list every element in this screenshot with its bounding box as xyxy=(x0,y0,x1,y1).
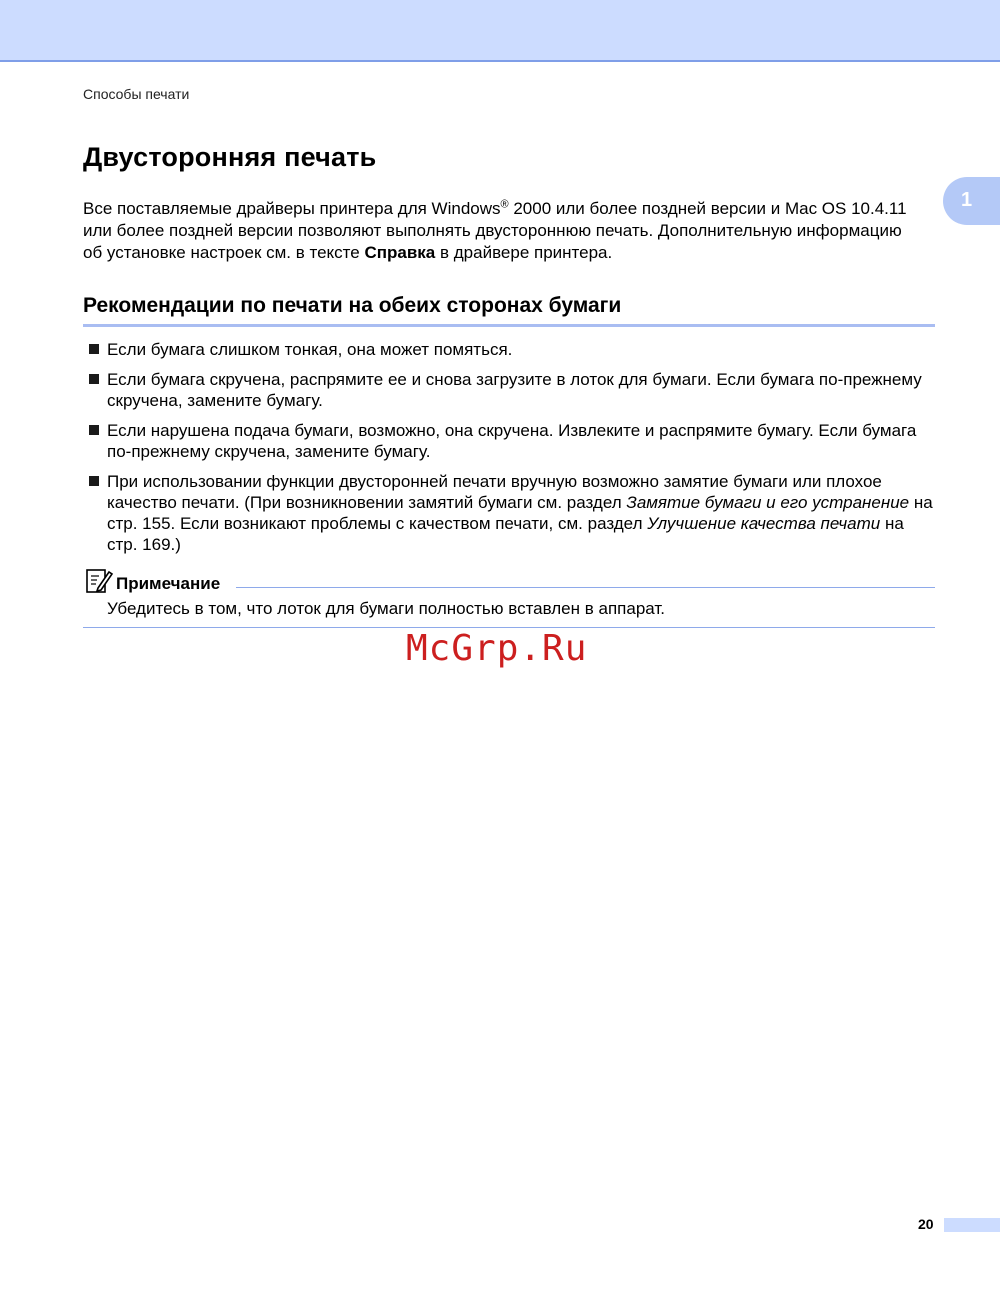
list-item xyxy=(83,471,935,555)
list-item-text: Если бумага слишком тонкая, она может помяться. xyxy=(107,340,513,359)
list-item-text: на стр. 155. Если возникают проблемы с качеством печати, см. раздел xyxy=(107,493,933,533)
list-item-text: Если нарушена подача бумаги, возможно, она скручена. Извлеките и распрямите бумагу. Если бумага по-прежнему скручена, замените бумагу. xyxy=(107,421,917,461)
list-item-text: При использовании функции двусторонней печати вручную возможно замятие бумаги или плохое качество печати. (При возникновении замятий бумаги см. раздел xyxy=(107,472,882,512)
subsection-rule xyxy=(83,324,935,327)
note-top-rule xyxy=(236,587,935,588)
paper-jam-reference[interactable]: Замятие бумаги и его устранение xyxy=(626,493,910,512)
bullet-square-icon xyxy=(89,425,99,435)
page-tab xyxy=(944,1218,1000,1232)
intro-text-3: в драйвере принтера. xyxy=(435,243,613,262)
intro-help-term: Справка xyxy=(364,243,436,262)
subsection-title: Рекомендации по печати на обеих сторонах бумаги xyxy=(83,294,622,317)
list-item xyxy=(83,369,935,411)
bullet-square-icon xyxy=(89,476,99,486)
running-header: Способы печати xyxy=(83,86,190,102)
bullet-square-icon xyxy=(89,374,99,384)
note-text: Убедитесь в том, что лоток для бумаги полностью вставлен в аппарат. xyxy=(107,599,665,618)
note-pencil-icon xyxy=(84,566,114,596)
top-band xyxy=(0,0,1000,62)
list-item-text: на стр. 169.) xyxy=(107,514,904,554)
bullet-square-icon xyxy=(89,344,99,354)
intro-text-1: Все поставляемые драйверы принтера для Windows xyxy=(83,199,501,218)
intro-text-2: 2000 или более поздней версии и Mac OS 10.4.11 или более поздней версии позволяют выполнять двустороннюю печать. Дополнительную информацию об установке настроек см. в тексте xyxy=(83,199,907,262)
registered-mark: ® xyxy=(500,198,509,211)
chapter-number: 1 xyxy=(961,189,973,211)
chapter-tab xyxy=(943,177,1000,225)
note-label: Примечание xyxy=(116,574,221,593)
intro-paragraph xyxy=(83,198,923,264)
recommendations-list xyxy=(83,339,935,564)
page-number: 20 xyxy=(918,1216,934,1232)
page-title: Двусторонняя печать xyxy=(83,142,377,172)
watermark: McGrp.Ru xyxy=(406,628,588,669)
print-quality-reference[interactable]: Улучшение качества печати xyxy=(647,514,881,533)
list-item xyxy=(83,339,935,360)
list-item-text: Если бумага скручена, распрямите ее и снова загрузите в лоток для бумаги. Если бумага по-прежнему скручена, замените бумагу. xyxy=(107,370,922,410)
list-item xyxy=(83,420,935,462)
